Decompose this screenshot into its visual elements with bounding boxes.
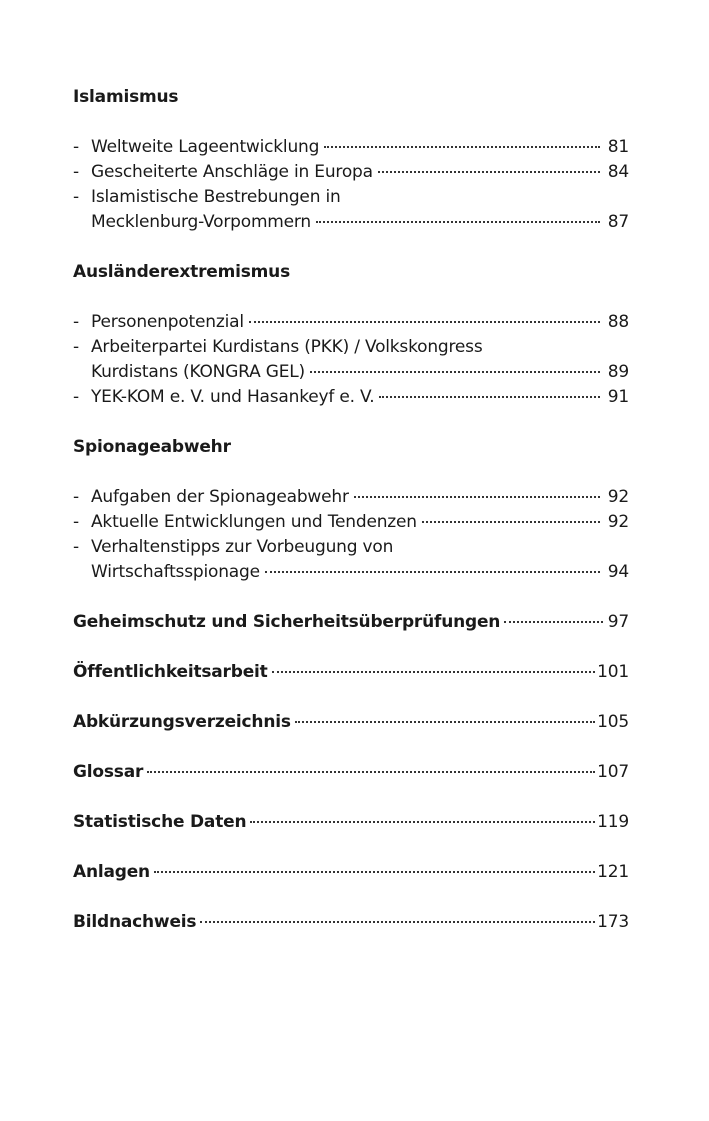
toc-main-entry-statistische-daten <box>73 810 629 835</box>
table-of-contents <box>73 85 629 935</box>
page-number: 89 <box>607 362 629 382</box>
toc-entry-continued <box>73 360 629 385</box>
page-number: 94 <box>607 562 629 582</box>
toc-main-entry-glossar <box>73 760 629 785</box>
main-entry-title: Anlagen <box>73 862 150 882</box>
main-entry-title: Glossar <box>73 762 144 782</box>
entry-title: Islamistische Bestrebungen in <box>91 187 341 207</box>
bullet-dash: - <box>73 512 79 532</box>
page-number: 92 <box>607 512 629 532</box>
bullet-dash: - <box>73 162 79 182</box>
main-entry-title: Geheimschutz und Sicherheitsüberprüfungen <box>73 612 501 632</box>
page-number: 81 <box>607 137 629 157</box>
dot-leader <box>147 771 595 773</box>
toc-main-entry-bildnachweis <box>73 910 629 935</box>
toc-section-auslaenderextremismus <box>73 260 629 410</box>
entry-title: Gescheiterte Anschläge in Europa <box>91 162 373 182</box>
page-number: 105 <box>597 712 629 732</box>
bullet-dash: - <box>73 487 79 507</box>
toc-main-entry-abkuerzungsverzeichnis <box>73 710 629 735</box>
toc-entry <box>73 510 629 535</box>
entry-title: Kurdistans (KONGRA GEL) <box>91 362 305 382</box>
toc-entry <box>73 135 629 160</box>
dot-leader <box>249 321 600 323</box>
bullet-dash: - <box>73 312 79 332</box>
bullet-dash: - <box>73 537 79 557</box>
toc-main-entry-oeffentlichkeitsarbeit <box>73 660 629 685</box>
toc-entry-line <box>73 185 629 210</box>
bullet-dash: - <box>73 387 79 407</box>
dot-leader <box>422 521 600 523</box>
entry-title: Mecklenburg-Vorpommern <box>91 212 311 232</box>
section-heading: Ausländerextremismus <box>73 262 290 282</box>
entry-title: Verhaltenstipps zur Vorbeugung von <box>91 537 394 557</box>
dot-leader <box>324 146 600 148</box>
entry-title: YEK-KOM e. V. und Hasankeyf e. V. <box>91 387 375 407</box>
main-entry-title: Statistische Daten <box>73 812 247 832</box>
main-entry-title: Abkürzungsverzeichnis <box>73 712 291 732</box>
page-number: 119 <box>597 812 629 832</box>
page-number: 87 <box>607 212 629 232</box>
dot-leader <box>295 721 595 723</box>
toc-entry <box>73 310 629 335</box>
page-number: 91 <box>607 387 629 407</box>
bullet-dash: - <box>73 137 79 157</box>
page-number: 88 <box>607 312 629 332</box>
section-heading: Spionageabwehr <box>73 437 231 457</box>
page-number: 92 <box>607 487 629 507</box>
main-entry-title: Bildnachweis <box>73 912 197 932</box>
dot-leader <box>200 921 595 923</box>
dot-leader <box>378 171 600 173</box>
page-number: 84 <box>607 162 629 182</box>
toc-entry <box>73 160 629 185</box>
page-number: 173 <box>597 912 629 932</box>
entry-title: Wirtschaftsspionage <box>91 562 260 582</box>
bullet-dash: - <box>73 187 79 207</box>
page-number: 107 <box>597 762 629 782</box>
toc-entry <box>73 385 629 410</box>
toc-section-islamismus <box>73 85 629 235</box>
entry-title: Aktuelle Entwicklungen und Tendenzen <box>91 512 417 532</box>
toc-main-entry-geheimschutz <box>73 610 629 635</box>
section-heading: Islamismus <box>73 87 179 107</box>
dot-leader <box>354 496 600 498</box>
dot-leader <box>272 671 596 673</box>
entry-title: Arbeiterpartei Kurdistans (PKK) / Volkskongress <box>91 337 483 357</box>
dot-leader <box>316 221 600 223</box>
dot-leader <box>250 821 595 823</box>
dot-leader <box>154 871 595 873</box>
dot-leader <box>379 396 600 398</box>
entry-title: Weltweite Lageentwicklung <box>91 137 320 157</box>
toc-entry-continued <box>73 560 629 585</box>
dot-leader <box>265 571 600 573</box>
dot-leader <box>504 621 603 623</box>
bullet-dash: - <box>73 337 79 357</box>
page-number: 97 <box>607 612 629 632</box>
entry-title: Aufgaben der Spionageabwehr <box>91 487 349 507</box>
toc-main-entry-anlagen <box>73 860 629 885</box>
toc-entry-line <box>73 535 629 560</box>
dot-leader <box>310 371 600 373</box>
toc-section-spionageabwehr <box>73 435 629 585</box>
main-entry-title: Öffentlichkeitsarbeit <box>73 662 268 682</box>
page-number: 121 <box>597 862 629 882</box>
page-number: 101 <box>597 662 629 682</box>
toc-entry-line <box>73 335 629 360</box>
toc-entry <box>73 485 629 510</box>
entry-title: Personenpotenzial <box>91 312 244 332</box>
toc-entry-continued <box>73 210 629 235</box>
